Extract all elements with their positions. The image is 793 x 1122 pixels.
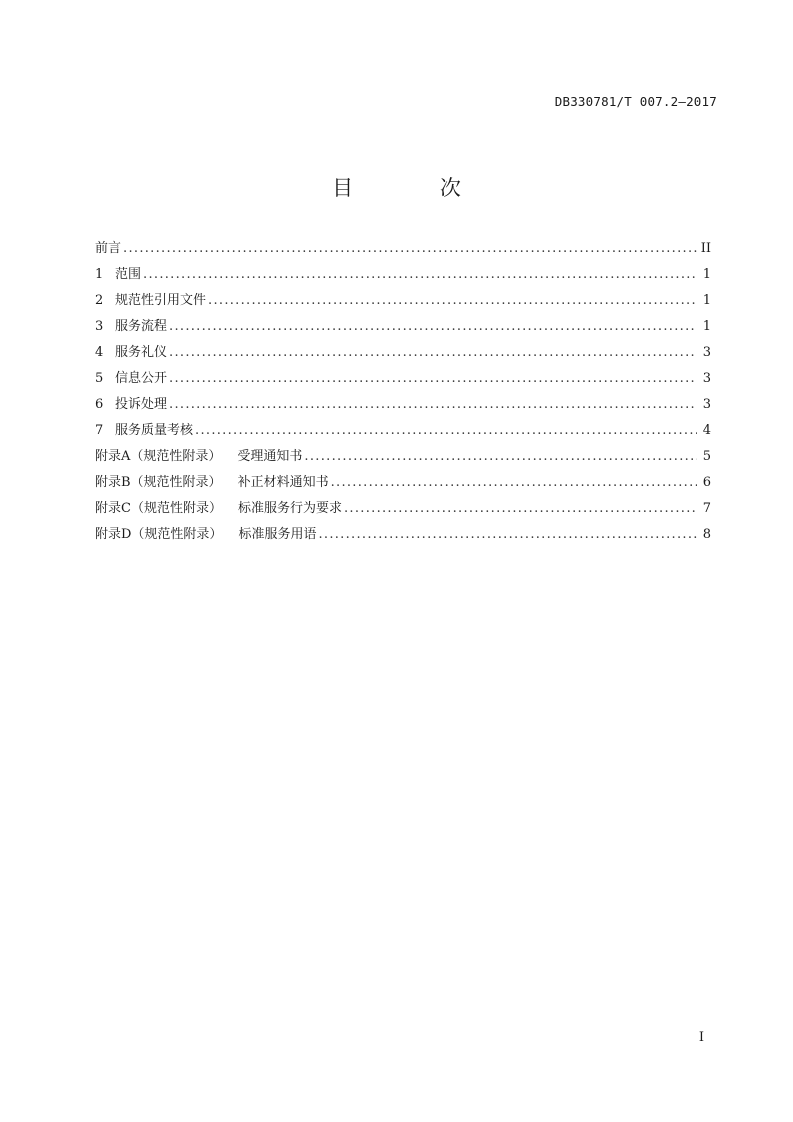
toc-entry-page: 5 (702, 449, 711, 464)
toc-entry-number: 4 (95, 345, 104, 360)
toc-entry-number: 5 (95, 371, 104, 386)
toc-entry-appendix-a[interactable] (95, 445, 711, 471)
toc-entry-text: 前言 (95, 241, 122, 256)
toc-entry-text: 标准服务用语 (238, 527, 317, 542)
toc-entry-appendix-label: 附录B（规范性附录） (95, 475, 222, 490)
toc-entry-page: 8 (702, 527, 711, 542)
toc-entry-page: 3 (702, 371, 711, 386)
toc-entry-text: 服务质量考核 (115, 423, 194, 438)
toc-leader-dots (123, 241, 697, 256)
toc-leader-dots (169, 371, 697, 386)
toc-leader-dots (318, 527, 697, 542)
toc-entry-text: 受理通知书 (237, 449, 303, 464)
toc-leader-dots (169, 319, 697, 334)
toc-entry-page: 7 (702, 501, 711, 516)
toc-leader-dots (143, 267, 697, 282)
toc-entry-page: 3 (702, 397, 711, 412)
toc-entry-text: 规范性引用文件 (115, 293, 207, 308)
toc-entry-appendix-c[interactable] (95, 497, 711, 523)
toc-entry-number: 3 (95, 319, 104, 334)
page-title: 目 次 (332, 176, 501, 200)
toc-leader-dots (169, 397, 697, 412)
toc-entry-text: 服务礼仪 (115, 345, 168, 360)
toc-entry-text: 信息公开 (115, 371, 168, 386)
toc-entry-appendix-d[interactable] (95, 523, 711, 549)
toc-entry-number: 1 (95, 267, 104, 282)
toc-leader-dots (195, 423, 697, 438)
toc-entry-scope[interactable] (95, 263, 711, 289)
toc-entry-page: 3 (702, 345, 711, 360)
toc-leader-dots (208, 293, 697, 308)
toc-entry-text: 投诉处理 (115, 397, 168, 412)
toc-entry-complaint-handling[interactable] (95, 393, 711, 419)
toc-entry-information-disclosure[interactable] (95, 367, 711, 393)
table-of-contents (95, 237, 711, 549)
toc-entry-text: 服务流程 (115, 319, 168, 334)
toc-entry-text: 标准服务行为要求 (237, 501, 342, 516)
toc-entry-normative-references[interactable] (95, 289, 711, 315)
toc-leader-dots (169, 345, 697, 360)
toc-entry-page: 1 (702, 293, 711, 308)
toc-entry-foreword[interactable] (95, 237, 711, 263)
toc-entry-text: 补正材料通知书 (237, 475, 329, 490)
toc-entry-page: 4 (702, 423, 711, 438)
toc-entry-appendix-label: 附录C（规范性附录） (95, 501, 222, 516)
toc-leader-dots (331, 475, 697, 490)
toc-entry-number: 6 (95, 397, 104, 412)
toc-entry-service-etiquette[interactable] (95, 341, 711, 367)
toc-entry-number: 7 (95, 423, 104, 438)
toc-entry-number: 2 (95, 293, 104, 308)
toc-entry-page: II (700, 241, 711, 256)
toc-entry-appendix-label: 附录A（规范性附录） (95, 449, 222, 464)
toc-entry-page: 1 (702, 319, 711, 334)
document-code: DB330781/T 007.2—2017 (554, 94, 717, 109)
page-number: I (698, 1030, 704, 1045)
toc-entry-page: 1 (702, 267, 711, 282)
toc-entry-page: 6 (702, 475, 711, 490)
toc-entry-appendix-label: 附录D（规范性附录） (95, 527, 223, 542)
toc-entry-appendix-b[interactable] (95, 471, 711, 497)
toc-entry-service-process[interactable] (95, 315, 711, 341)
toc-entry-quality-assessment[interactable] (95, 419, 711, 445)
toc-leader-dots (344, 501, 697, 516)
toc-entry-text: 范围 (115, 267, 142, 282)
toc-leader-dots (304, 449, 697, 464)
